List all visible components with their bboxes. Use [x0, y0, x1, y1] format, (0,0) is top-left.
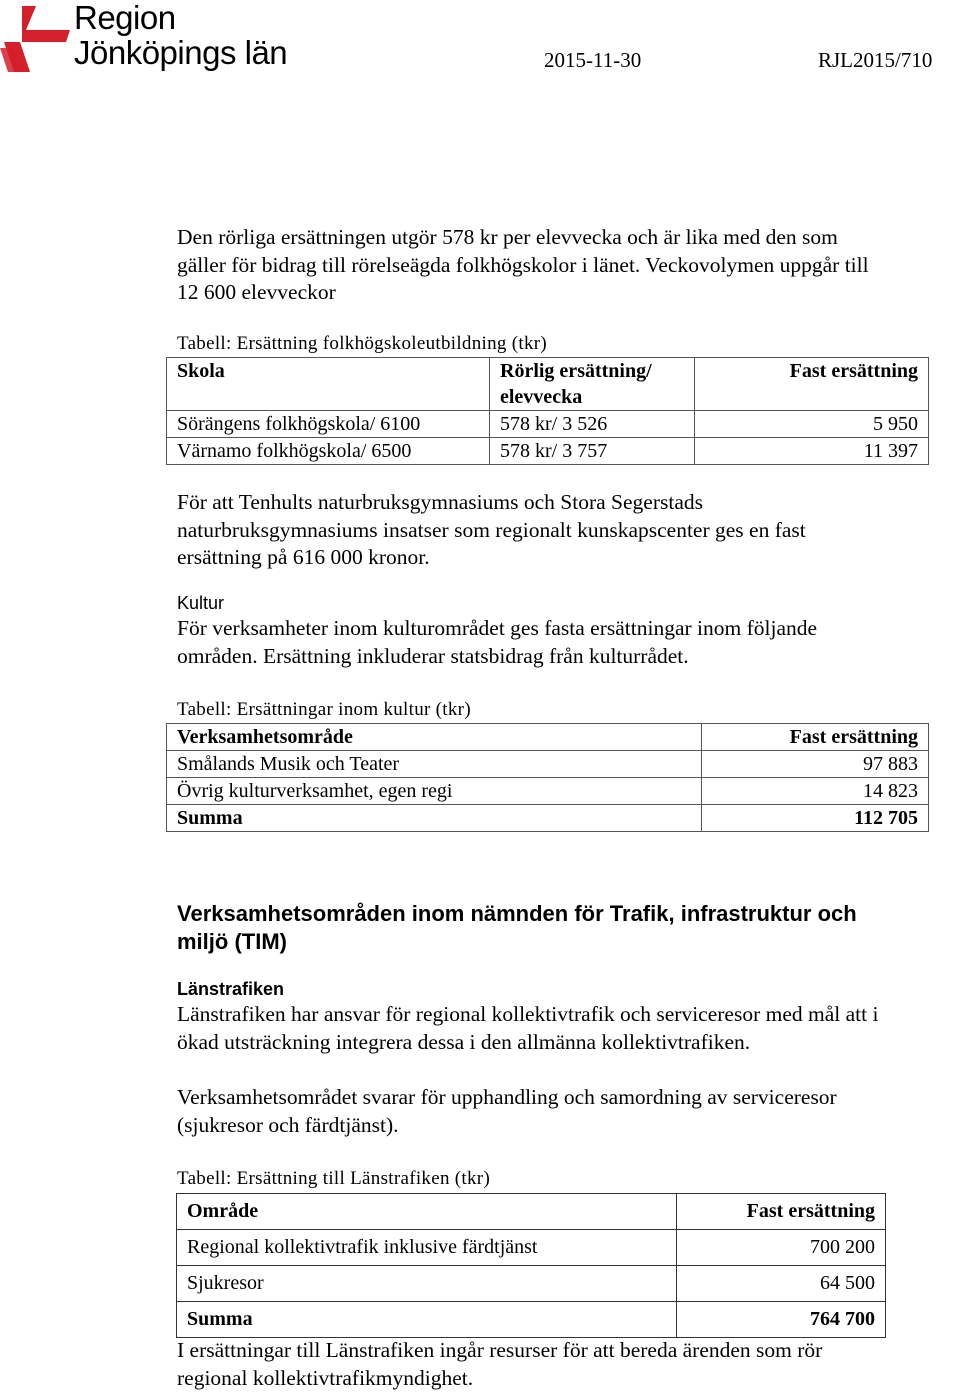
header-cell: Fast ersättning	[677, 1194, 886, 1230]
logo-line-2: Jönköpings län	[74, 34, 288, 71]
table-kultur	[166, 723, 929, 832]
table-cell: 578 kr/ 3 526	[490, 411, 695, 438]
paragraph-line: ersättning på 616 000 kronor.	[177, 545, 430, 570]
logo-line-1: Region	[74, 0, 176, 36]
table-cell: Värnamo folkhögskola/ 6500	[167, 438, 490, 465]
paragraph-line: områden. Ersättning inkluderar statsbidrag från kulturrådet.	[177, 643, 689, 668]
table-cell: 97 883	[702, 751, 929, 778]
kultur-paragraph	[177, 615, 960, 670]
table-cell: Sjukresor	[177, 1266, 677, 1302]
table-total-row	[177, 1302, 886, 1338]
kultur-heading: Kultur	[177, 593, 225, 613]
table-cell: Smålands Musik och Teater	[167, 751, 702, 778]
serviceresor-paragraph	[177, 1084, 960, 1139]
table-header-row	[167, 358, 929, 411]
table1-caption: Tabell: Ersättning folkhögskoleutbildning (tkr)	[177, 333, 548, 354]
table-row	[167, 778, 929, 805]
table-row	[167, 438, 929, 465]
lanstrafiken-heading: Länstrafiken	[177, 979, 285, 999]
table-cell: Sörängens folkhögskola/ 6100	[167, 411, 490, 438]
table-cell: 14 823	[702, 778, 929, 805]
heading-line: miljö (TIM)	[177, 929, 287, 954]
intro-line: 12 600 elevveckor	[177, 280, 336, 305]
table-lanstrafiken	[176, 1193, 886, 1338]
region-logo	[0, 0, 310, 80]
paragraph-line: (sjukresor och färdtjänst).	[177, 1112, 399, 1137]
paragraph-line: regional kollektivtrafikmyndighet.	[177, 1365, 474, 1390]
header-cell-line: elevvecka	[500, 386, 583, 408]
table-header-row	[167, 724, 929, 751]
lanstrafiken-paragraph	[177, 1001, 960, 1056]
logo-text	[74, 0, 287, 70]
document-date: 2015-11-30	[544, 48, 642, 72]
intro-paragraph	[177, 224, 960, 307]
region-logo-mark-icon	[0, 4, 72, 74]
closing-paragraph	[177, 1337, 960, 1392]
table-cell: 11 397	[695, 438, 929, 465]
header-cell: Fast ersättning	[695, 358, 929, 411]
paragraph-line: För verksamheter inom kulturområdet ges fasta ersättningar inom följande	[177, 616, 818, 640]
table-row	[177, 1230, 886, 1266]
paragraph-line: naturbruksgymnasiums insatser som regionalt kunskapscenter ges en fast	[177, 517, 806, 542]
table-cell: 5 950	[695, 411, 929, 438]
table-header-row	[177, 1194, 886, 1230]
table-cell: 764 700	[677, 1302, 886, 1338]
table2-caption: Tabell: Ersättningar inom kultur (tkr)	[177, 699, 471, 720]
header-cell: Skola	[167, 358, 490, 411]
tim-heading	[177, 900, 947, 956]
paragraph-line: Länstrafiken har ansvar för regional kollektivtrafik och serviceresor med mål att i	[177, 1002, 879, 1026]
paragraph-line: Verksamhetsområdet svarar för upphandling och samordning av serviceresor	[177, 1085, 837, 1109]
table-cell: 64 500	[677, 1266, 886, 1302]
table-cell: 700 200	[677, 1230, 886, 1266]
header-cell: Verksamhetsområde	[167, 724, 702, 751]
table-folkhogskola	[166, 357, 929, 465]
intro-line: Den rörliga ersättningen utgör 578 kr per elevvecka och är lika med den som	[177, 225, 838, 249]
table3-caption: Tabell: Ersättning till Länstrafiken (tkr)	[177, 1168, 491, 1189]
table-row	[177, 1266, 886, 1302]
table-row	[167, 411, 929, 438]
tenhult-paragraph	[177, 489, 960, 572]
table-cell: Regional kollektivtrafik inklusive färdtjänst	[177, 1230, 677, 1266]
paragraph-line: ökad utsträckning integrera dessa i den allmänna kollektivtrafiken.	[177, 1029, 751, 1054]
intro-line: gäller för bidrag till rörelseägda folkhögskolor i länet. Veckovolymen uppgår till	[177, 252, 869, 277]
document-reference: RJL2015/710	[818, 48, 933, 72]
header-cell: Fast ersättning	[702, 724, 929, 751]
header-cell	[490, 358, 695, 411]
paragraph-line: För att Tenhults naturbruksgymnasiums och Stora Segerstads	[177, 490, 703, 514]
table-cell: 578 kr/ 3 757	[490, 438, 695, 465]
header-cell: Område	[177, 1194, 677, 1230]
table-cell: Summa	[177, 1302, 677, 1338]
table-total-row	[167, 805, 929, 832]
heading-line: Verksamhetsområden inom nämnden för Trafik, infrastruktur och	[177, 901, 857, 926]
header-cell-line: Rörlig ersättning/	[500, 360, 652, 382]
paragraph-line: I ersättningar till Länstrafiken ingår resurser för att bereda ärenden som rör	[177, 1338, 823, 1362]
table-cell: Summa	[167, 805, 702, 832]
table-cell: Övrig kulturverksamhet, egen regi	[167, 778, 702, 805]
table-row	[167, 751, 929, 778]
table-cell: 112 705	[702, 805, 929, 832]
